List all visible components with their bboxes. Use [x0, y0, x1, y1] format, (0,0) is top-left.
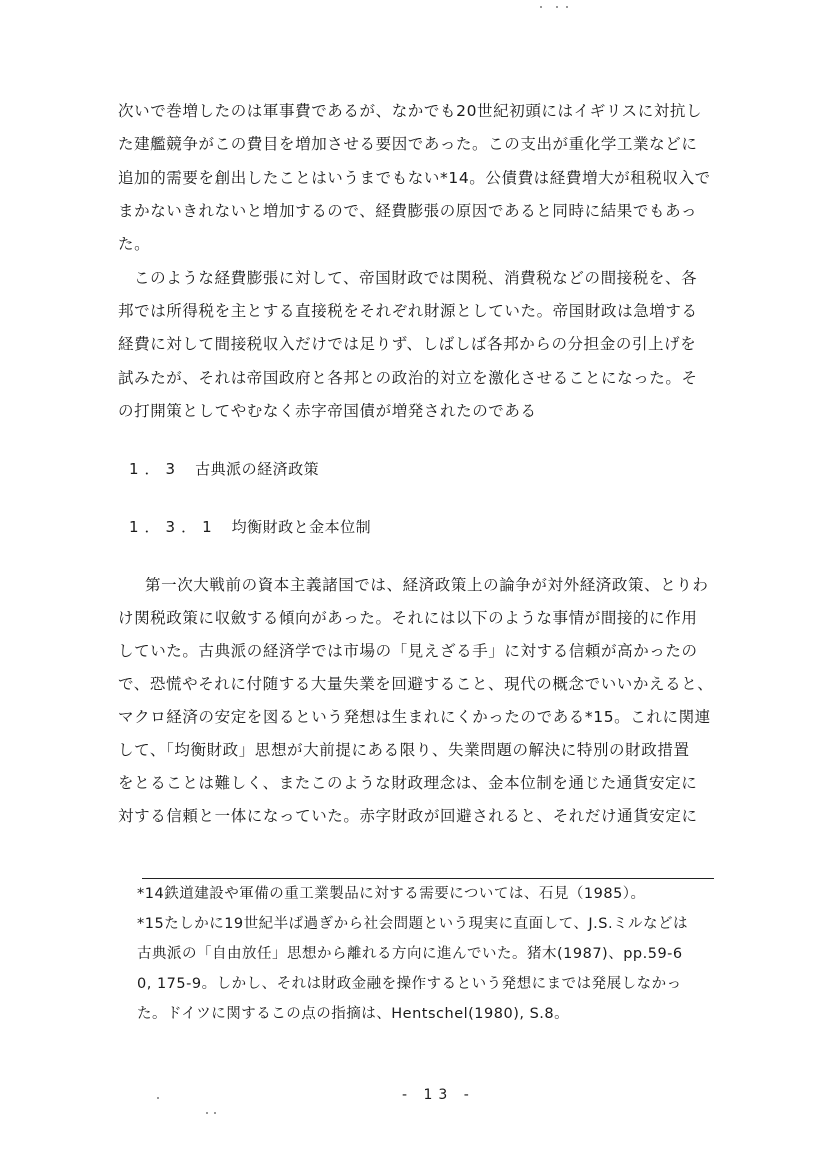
paragraph-3-line: をとることは難しく、またこのような財政理念は、金本位制を通じた通貨安定に [118, 774, 698, 792]
paragraph-3-line: で、恐慌やそれに付随する大量失業を回避すること、現代の概念でいいかえると、 [118, 675, 714, 693]
paragraph-1-line: 追加的需要を創出したことはいうまでもない*14。公債費は経費増大が租税収入で [118, 169, 711, 187]
scan-speck [157, 1097, 159, 1099]
footnote-line: 古典派の「自由放任」思想から離れる方向に進んでいた。猪木(1987)、pp.59-6 [137, 946, 683, 962]
paragraph-1-line: 次いで巻増したのは軍事費であるが、なかでも20世紀初頭にはイギリスに対抗し [118, 102, 703, 120]
paragraph-3-line: マクロ経済の安定を図るという発想は生まれにくかったのである*15。これに関連 [118, 708, 711, 726]
paragraph-2-line: 邦では所得税を主とする直接税をそれぞれ財源としていた。帝国財政は急増する [118, 302, 698, 320]
section-number: 1．3 [129, 460, 182, 478]
scan-speck [556, 6, 558, 8]
scan-speck [206, 1112, 208, 1114]
footnote-line: *15たしかに19世紀半ば過ぎから社会問題という現実に直面して、J.S.ミルなどは [137, 916, 689, 932]
paragraph-1-line: た。 [118, 235, 151, 253]
paragraph-2-line: このような経費膨張に対して、帝国財政では関税、消費税などの間接税を、各 [134, 269, 698, 287]
paragraph-2-line: 経費に対して間接税収入だけでは足りず、しばしば各邦からの分担金の引上げを [118, 335, 697, 353]
paragraph-3-line: 対する信頼と一体になっていた。赤字財政が回避されると、それだけ通貨安定に [118, 807, 698, 825]
subsection-heading [129, 517, 371, 537]
subsection-number: 1．3．1 [129, 518, 218, 536]
footnote-line: た。ドイツに関するこの点の指摘は、Hentschel(1980), S.8。 [137, 1006, 570, 1022]
paragraph-1-line: た建艦競争がこの費目を増加させる要因であった。この支出が重化学工業などに [118, 135, 698, 153]
footnote-separator [142, 878, 714, 879]
scan-speck [566, 6, 568, 8]
paragraph-2-line: 試みたが、それは帝国政府と各邦との政治的対立を激化させることになった。そ [118, 369, 698, 387]
subsection-title: 均衡財政と金本位制 [231, 518, 372, 536]
footnote-line: *14鉄道建設や軍備の重工業製品に対する需要については、石見（1985）。 [137, 886, 646, 902]
paragraph-3-line: して、「均衡財政」思想が大前提にある限り、失業問題の解決に特別の財政措置 [118, 741, 690, 759]
paragraph-2-line: の打開策としてやむなく赤字帝国債が増発されたのである [118, 402, 537, 420]
page-number: - 13 - [402, 1087, 475, 1103]
paragraph-3-line: していた。古典派の経済学では市場の「見えざる手」に対する信頼が高かったの [118, 642, 698, 660]
scan-speck [214, 1112, 216, 1114]
section-title: 古典派の経済政策 [195, 460, 320, 478]
scan-speck [540, 6, 542, 8]
paragraph-3-line: け関税政策に収斂する傾向があった。それには以下のような事情が間接的に作用 [118, 609, 698, 627]
footnote-line: 0, 175-9。しかし、それは財政金融を操作するという発想にまでは発展しなかっ [137, 976, 682, 992]
section-heading [129, 459, 319, 479]
paragraph-3-line: 第一次大戦前の資本主義諸国では、経済政策上の論争が対外経済政策、とりわ [145, 576, 709, 594]
paragraph-1-line: まかないきれないと増加するので、経費膨張の原因であると同時に結果でもあっ [118, 202, 698, 220]
